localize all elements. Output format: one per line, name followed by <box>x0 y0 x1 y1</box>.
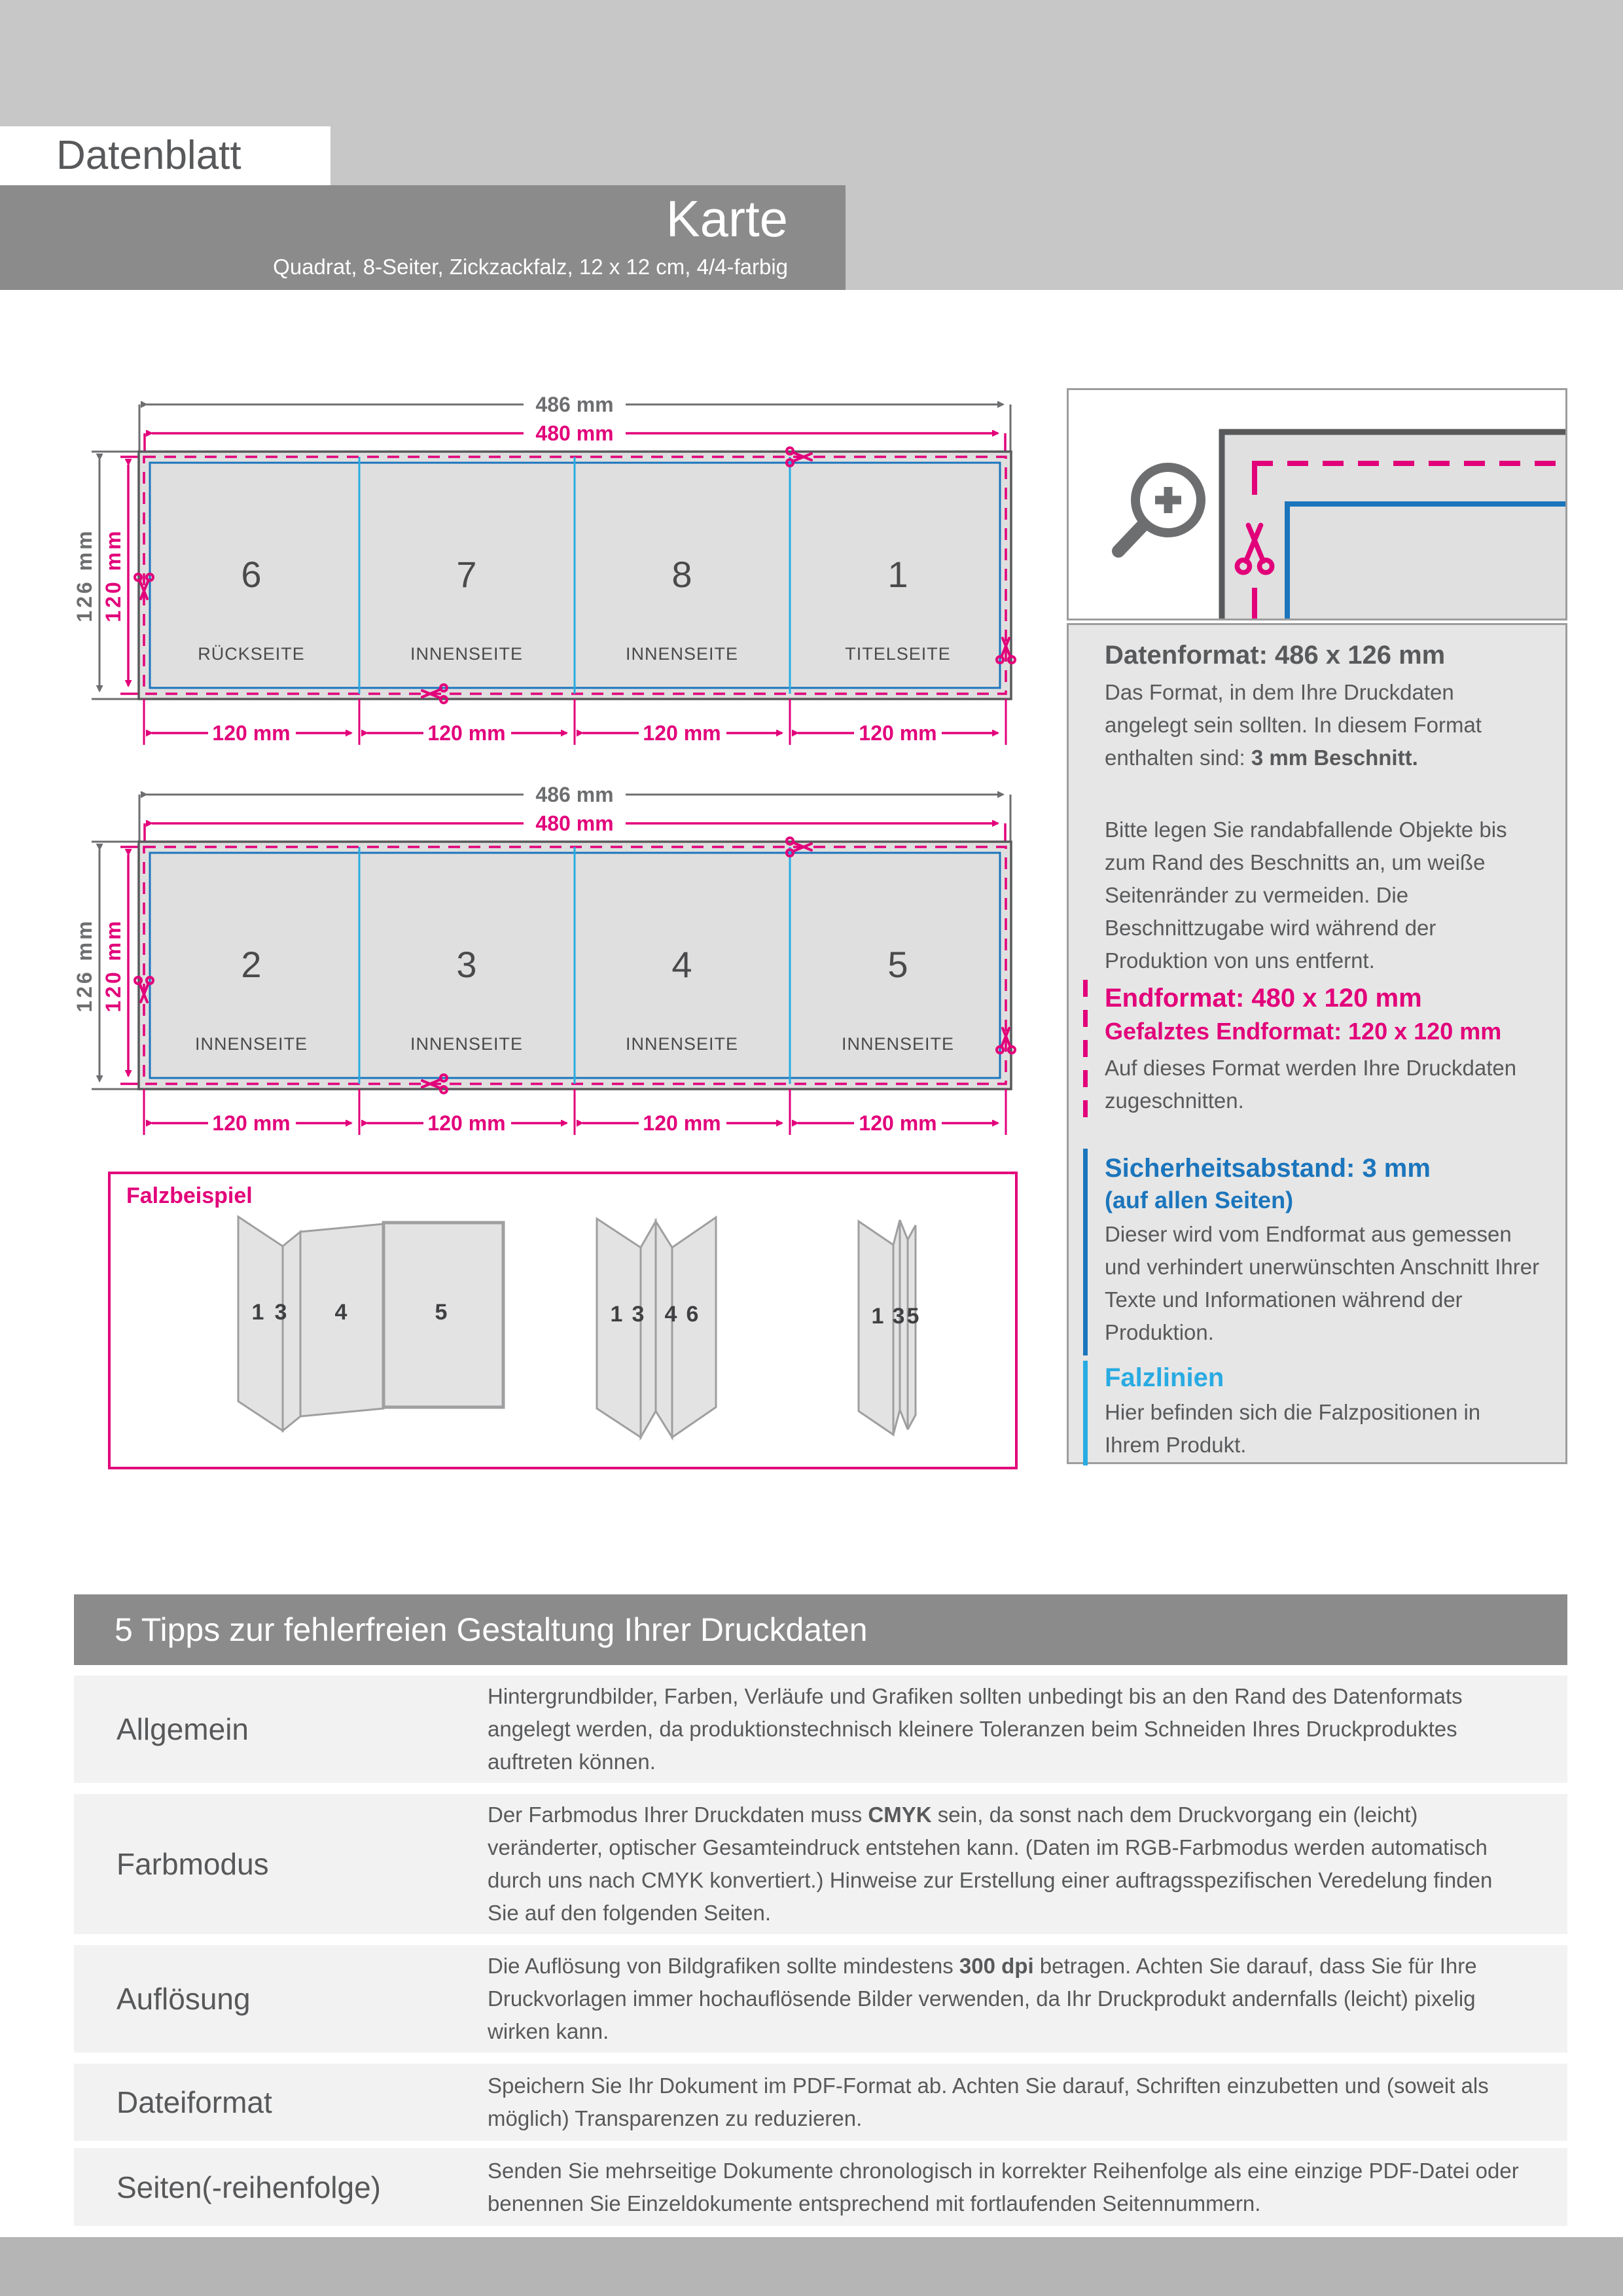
tip-text <box>488 2155 1522 2220</box>
endformat-marker-line <box>1083 980 1088 1129</box>
fold-panel-num: 3 <box>632 1302 645 1327</box>
footer-bar <box>0 2237 1623 2296</box>
tip-label: Dateiformat <box>116 2085 272 2119</box>
dim-total-height-1: 126 mm <box>73 528 96 622</box>
dim-panel-width: 120 mm <box>427 721 506 745</box>
fold-example-box <box>108 1172 1018 1469</box>
endformat-body: Auf dieses Format werden Ihre Druckdaten zugeschnitten. <box>1105 1056 1517 1113</box>
tip-label: Seiten(-reihenfolge) <box>116 2170 382 2204</box>
datenformat-body-1 <box>1105 676 1540 774</box>
tip-text <box>488 1950 1522 2048</box>
dim-trim-width-1: 480 mm <box>535 422 614 445</box>
panel-number: 3 <box>456 944 477 985</box>
safety-marker-line <box>1083 1149 1088 1355</box>
panel-label: INNENSEITE <box>410 644 524 664</box>
tip-label: Farbmodus <box>116 1847 269 1881</box>
panel-label: RÜCKSEITE <box>198 644 305 664</box>
tip-text <box>488 2070 1522 2135</box>
dim-total-width-2: 486 mm <box>535 783 614 806</box>
panel-number: 5 <box>887 944 908 985</box>
dim-trim-width-2: 480 mm <box>535 812 614 835</box>
sicherheitsabstand-subheading: (auf allen Seiten) <box>1105 1187 1294 1213</box>
doc-title: Datenblatt <box>56 133 241 178</box>
doc-title-box <box>0 126 330 185</box>
dim-panel-width: 120 mm <box>643 1111 721 1135</box>
product-name: Karte <box>666 190 788 247</box>
panel-number: 6 <box>241 554 262 595</box>
tips-title: 5 Tipps zur fehlerfreien Gestaltung Ihrer Druckdaten <box>115 1611 868 1648</box>
tip-row-farbmodus <box>74 1794 1567 1934</box>
tip-row-seiten <box>74 2148 1567 2226</box>
tip-text <box>488 1680 1522 1778</box>
panel-label: INNENSEITE <box>625 644 739 664</box>
dim-panel-width: 120 mm <box>427 1111 506 1135</box>
dim-panel-width: 120 mm <box>859 721 937 745</box>
tip-text-bold: CMYK <box>868 1803 932 1827</box>
panel-label: INNENSEITE <box>194 1034 308 1054</box>
dim-trim-height-1: 120 mm <box>101 528 125 622</box>
fold-illustration-half <box>597 1217 716 1437</box>
tip-text <box>488 1799 1522 1929</box>
endformat-subheading: Gefalztes Endformat: 120 x 120 mm <box>1105 1018 1502 1045</box>
endformat-heading: Endformat: 480 x 120 mm <box>1105 984 1422 1013</box>
tip-text-pre: Speichern Sie Ihr Dokument im PDF-Format ab. Achten Sie darauf, Schriften einzubetten und (soweit als möglich) Transparenzen zu reduzieren. <box>488 2073 1489 2130</box>
tip-label: Auflösung <box>116 1982 251 2016</box>
tip-text-pre: Die Auflösung von Bildgrafiken sollte mindestens <box>488 1954 959 1978</box>
fold-panel-num: 1 <box>871 1304 884 1329</box>
datenformat-body-1-text: Das Format, in dem Ihre Druckdaten angelegt sein sollten. In diesem Format enthalten sind: <box>1105 680 1482 770</box>
dim-trim-height-2: 120 mm <box>101 918 125 1013</box>
datenformat-heading: Datenformat: 486 x 126 mm <box>1105 641 1446 670</box>
panel-label: TITELSEITE <box>845 644 951 664</box>
panel-number: 4 <box>671 944 692 985</box>
fold-panel-num: 5 <box>906 1304 919 1329</box>
fold-example-title: Falzbeispiel <box>126 1183 253 1208</box>
format-info-panel <box>1067 623 1567 1464</box>
dim-panel-width: 120 mm <box>212 721 291 745</box>
tip-row-allgemein <box>74 1676 1567 1783</box>
product-bar <box>0 185 846 290</box>
panel-number: 8 <box>671 554 692 595</box>
diagram-sheet-2 <box>73 783 1015 1135</box>
panel-number: 2 <box>241 944 262 985</box>
tip-label: Allgemein <box>116 1712 249 1746</box>
panel-number: 7 <box>456 554 477 595</box>
fold-panel-num: 3 <box>274 1300 287 1325</box>
panel-label: INNENSEITE <box>841 1034 955 1054</box>
dim-total-width-1: 486 mm <box>535 393 614 416</box>
tip-text-post: sein, da sonst nach dem Druckvorgang ein (leicht) veränderter, optischer Gesamteindruck entstehen kann. (Daten im RGB-Farbmodus werden automatisch durch uns nach CMYK konvertiert.) Hinweise zur Erstellung einer auftragsspezifischen Veredelung finden Sie auf den folgenden Seiten. <box>488 1803 1493 1925</box>
fold-panel-num: 4 <box>664 1302 677 1327</box>
fold-diagrams <box>65 367 1047 1152</box>
panel-label: INNENSEITE <box>625 1034 739 1054</box>
datenformat-body-2: Bitte legen Sie randabfallende Objekte bis zum Rand des Beschnitts an, um weiße Seitenränder zu vermeiden. Die Beschnittzugabe wird während der Produktion von uns entfernt. <box>1105 817 1507 973</box>
fold-panel-num: 5 <box>435 1300 448 1325</box>
fold-panel-num: 3 <box>892 1304 905 1329</box>
falzlinien-heading: Falzlinien <box>1105 1363 1224 1392</box>
fold-panel-num: 1 <box>251 1300 264 1325</box>
falzlinien-body: Hier befinden sich die Falzpositionen in Ihrem Produkt. <box>1105 1400 1481 1457</box>
diagram-sheet-1 <box>73 393 1015 745</box>
tip-row-aufloesung <box>74 1945 1567 2053</box>
fold-panel-num: 6 <box>686 1302 699 1327</box>
dim-panel-width: 120 mm <box>212 1111 291 1135</box>
sicherheitsabstand-heading: Sicherheitsabstand: 3 mm <box>1105 1154 1431 1183</box>
dim-panel-width: 120 mm <box>643 721 721 745</box>
tip-text-pre: Senden Sie mehrseitige Dokumente chronologisch in korrekter Reihenfolge als eine einzige PDF-Datei oder benennen Sie Einzeldokumente entsprechend mit fortlaufenden Seitennummern. <box>488 2158 1519 2215</box>
tip-text-pre: Hintergrundbilder, Farben, Verläufe und Grafiken sollten unbedingt bis an den Rand des Datenformats angelegt werden, da produktionstechnisch kleinere Toleranzen beim Schneiden Ihres Druckproduktes auftreten können. <box>488 1684 1463 1774</box>
sicherheitsabstand-body: Dieser wird vom Endformat aus gemessen und verhindert unerwünschten Anschnitt Ihrer Texte und Informationen während der Produktion. <box>1105 1222 1540 1344</box>
zoom-illustration-box <box>1067 388 1567 620</box>
dim-total-height-2: 126 mm <box>73 918 96 1013</box>
tip-text-post: betragen. Achten Sie darauf, dass Sie für Ihre Druckvorlagen immer hochauflösende Bilder verwenden, da Ihr Druckprodukt andernfalls (leicht) pixelig wirken kann. <box>488 1954 1477 2043</box>
zoom-illustration <box>1069 390 1565 619</box>
dim-panel-width: 120 mm <box>859 1111 937 1135</box>
fold-example-illustrations <box>111 1174 1015 1467</box>
tip-text-pre: Der Farbmodus Ihrer Druckdaten muss <box>488 1803 868 1827</box>
magnifier-plus-icon <box>1118 467 1201 551</box>
tips-header-bar <box>74 1594 1567 1665</box>
tip-row-dateiformat <box>74 2064 1567 2141</box>
datenformat-body-1-bold: 3 mm Beschnitt. <box>1251 745 1418 770</box>
tip-text-bold: 300 dpi <box>959 1954 1034 1978</box>
panel-number: 1 <box>887 554 908 595</box>
fold-panel-num: 4 <box>334 1300 348 1325</box>
fold-panel-num: 1 <box>610 1302 623 1327</box>
panel-label: INNENSEITE <box>410 1034 524 1054</box>
falzlinien-marker-line <box>1083 1361 1088 1465</box>
product-subtitle: Quadrat, 8-Seiter, Zickzackfalz, 12 x 12 cm, 4/4-farbig <box>273 255 788 279</box>
